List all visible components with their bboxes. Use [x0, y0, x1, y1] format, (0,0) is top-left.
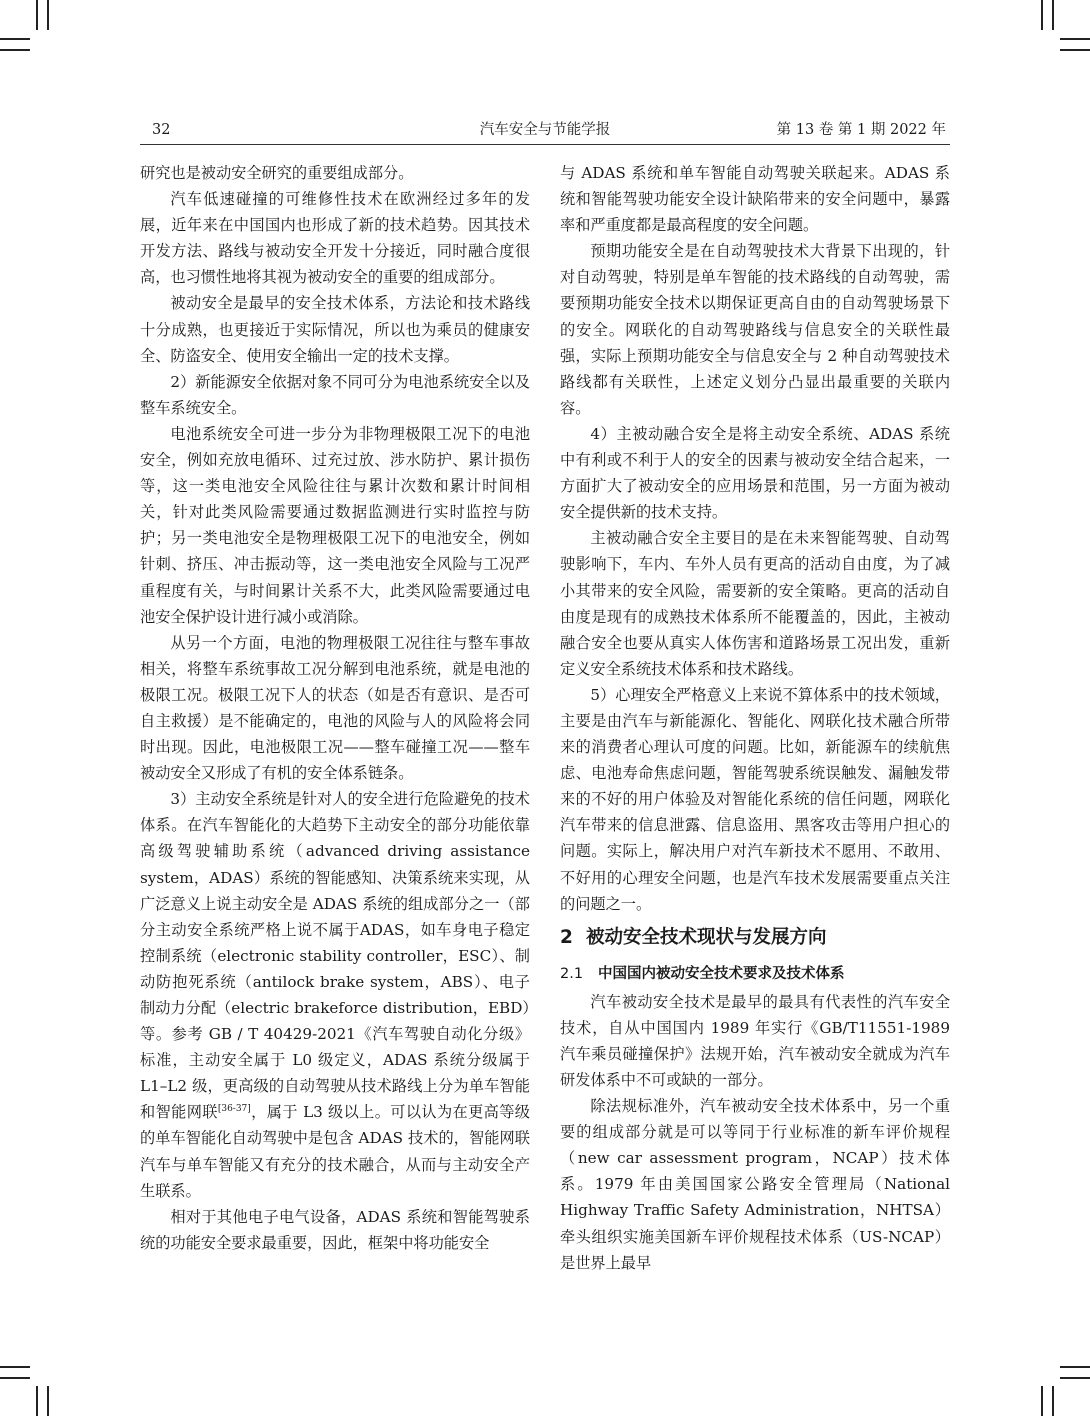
paragraph: 5）心理安全严格意义上来说不算体系中的技术领域，主要是由汽车与新能源化、智能化、网联化技术融合所带来的消费者心理认可度的问题。比如，新能源车的续航焦虑、电池寿命焦虑问题，智能驾驶系统误触发、漏触发带来的不好的用户体验及对智能化系统的信任问题，网联化汽车带来的信息泄露、信息盗用、黑客攻击等用户担心的问题。实际上，解决用户对汽车新技术不愿用、不敢用、不好用的心理安全问题，也是汽车技术发展需要重点关注的问题之一。: [560, 685, 950, 913]
crop-mark: [36, 1386, 38, 1416]
paragraph-text: ，属于 L3 级以上。可以认为在更高等级的单车智能化自动驾驶中是包含 ADAS 技术的，智能网联汽车与单车智能又有充分的技术融合，从而与主动安全产生联系。: [140, 1103, 530, 1200]
crop-mark: [1060, 1377, 1090, 1379]
crop-mark: [1060, 49, 1090, 51]
paragraph: 4）主被动融合安全是将主动安全系统、ADAS 系统中有利或不利于人的安全的因素与被动安全结合起来，一方面扩大了被动安全的应用场景和范围，另一方面为被动安全提供新的技术支持。: [560, 424, 950, 522]
crop-mark: [1060, 1366, 1090, 1368]
citation-ref: [36-37]: [217, 1104, 251, 1115]
paragraph: 电池系统安全可进一步分为非物理极限工况下的电池安全，例如充放电循环、过充过放、涉水防护、累计损伤等，这一类电池安全风险往往与累计次数和累计时间相关，针对此类风险需要通过数据监测进行实时监控与防护；另一类电池安全是物理极限工况下的电池安全，例如针刺、挤压、冲击振动等，这一类电池安全风险与工况严重程度有关，与时间累计关系不大，此类风险需要通过电池安全保护设计进行减小或消除。: [140, 424, 530, 626]
crop-mark: [47, 0, 49, 30]
paragraph: 从另一个方面，电池的物理极限工况往往与整车事故相关，将整车系统事故工况分解到电池系统，就是电池的极限工况。极限工况下人的状态（如是否有意识、是否可自主救援）是不能确定的，电池的风险与人的风险将会同时出现。因此，电池极限工况——整车碰撞工况——整车被动安全又形成了有机的安全体系链条。: [140, 633, 530, 783]
section-title: 被动安全技术现状与发展方向: [586, 926, 827, 948]
paragraph: 2）新能源安全依据对象不同可分为电池系统安全以及整车系统安全。: [140, 372, 530, 417]
crop-mark: [0, 38, 30, 40]
left-column: [140, 160, 530, 1256]
running-header: [140, 120, 950, 145]
crop-mark: [0, 49, 30, 51]
crop-mark: [1052, 0, 1054, 30]
crop-mark: [1060, 38, 1090, 40]
paragraph-text: 3）主动安全系统是针对人的安全进行危险避免的技术体系。在汽车智能化的大趋势下主动安全的部分功能依靠高级驾驶辅助系统（advanced driving assistance system，ADAS）系统的智能感知、决策系统来实现，从广泛意义上说主动安全是 ADAS 系统的组成部分之一（部分主动安全系统严格上说不属于ADAS，如车身电子稳定控制系统（electronic stability controller，ESC）、制动防抱死系统（antilock brake system，ABS）、电子制动力分配（electric brakeforce distribution，EBD）等。参考 GB / T 40429-2021《汽车驾驶自动化分级》标准，主动安全属于 L0 级定义，ADAS 系统分级属于 L1–L2 级，更高级的自动驾驶从技术路线上分为单车智能和智能网联: [140, 790, 530, 1122]
paragraph: 被动安全是最早的安全技术体系，方法论和技术路线十分成熟，也更接近于实际情况，所以也为乘员的健康安全、防盗安全、使用安全输出一定的技术支撑。: [140, 294, 530, 365]
paragraph: 主被动融合安全主要目的是在未来智能驾驶、自动驾驶影响下，车内、车外人员有更高的活动自由度，为了减小其带来的安全风险，需要新的安全策略。更高的活动自由度是现有的成熟技术体系所不能覆盖的，因此，主被动融合安全也要从真实人体伤害和道路场景工况出发，重新定义安全系统技术体系和技术路线。: [560, 529, 950, 678]
subsection-number: 2.1: [560, 965, 584, 982]
crop-mark: [1041, 1386, 1043, 1416]
section-number: 2: [560, 926, 573, 948]
crop-mark: [36, 0, 38, 30]
crop-mark: [47, 1386, 49, 1416]
subsection-heading: [560, 961, 950, 987]
paragraph: 相对于其他电子电气设备，ADAS 系统和智能驾驶系统的功能安全要求最重要，因此，框架中将功能安全: [140, 1207, 530, 1252]
section-heading: [560, 925, 950, 951]
paragraph: 汽车被动安全技术是最早的最具有代表性的汽车安全技术，自从中国国内 1989 年实行《GB/T11551-1989 汽车乘员碰撞保护》法规开始，汽车被动安全就成为汽车研发体系中不可或缺的一部分。: [560, 992, 950, 1089]
crop-mark: [0, 1366, 30, 1368]
paragraph: 除法规标准外，汽车被动安全技术体系中，另一个重要的组成部分就是可以等同于行业标准的新车评价规程（new car assessment program，NCAP）技术体系。1979 年由美国国家公路安全管理局（National Highway Traffic Safety Administration，NHTSA）牵头组织实施美国新车评价规程技术体系（US-NCAP）是世界上最早: [560, 1097, 950, 1272]
paragraph: 研究也是被动安全研究的重要组成部分。: [140, 164, 414, 182]
paragraph: [140, 786, 530, 1204]
paragraph: 与 ADAS 系统和单车智能自动驾驶关联起来。ADAS 系统和智能驾驶功能安全设计缺陷带来的安全问题中，暴露率和严重度都是最高程度的安全问题。: [560, 164, 950, 235]
issue-info: 第 13 卷 第 1 期 2022 年: [776, 122, 946, 138]
crop-mark: [1041, 0, 1043, 30]
page-number: 32: [152, 122, 171, 138]
crop-mark: [1052, 1386, 1054, 1416]
crop-mark: [0, 1377, 30, 1379]
journal-title: 汽车安全与节能学报: [479, 122, 611, 138]
subsection-title: 中国国内被动安全技术要求及技术体系: [598, 965, 845, 982]
paragraph: 预期功能安全是在自动驾驶技术大背景下出现的，针对自动驾驶，特别是单车智能的技术路线的自动驾驶，需要预期功能安全技术以期保证更高自由的自动驾驶场景下的安全。网联化的自动驾驶路线与信息安全的关联性最强，实际上预期功能安全与信息安全与 2 种自动驾驶技术路线都有关联性，上述定义划分凸显出最重要的关联内容。: [560, 242, 950, 417]
paragraph: 汽车低速碰撞的可维修性技术在欧洲经过多年的发展，近年来在中国国内也形成了新的技术趋势。因其技术开发方法、路线与被动安全开发十分接近，同时融合度很高，也习惯性地将其视为被动安全的重要的组成部分。: [140, 190, 530, 287]
right-column: [560, 160, 950, 1276]
